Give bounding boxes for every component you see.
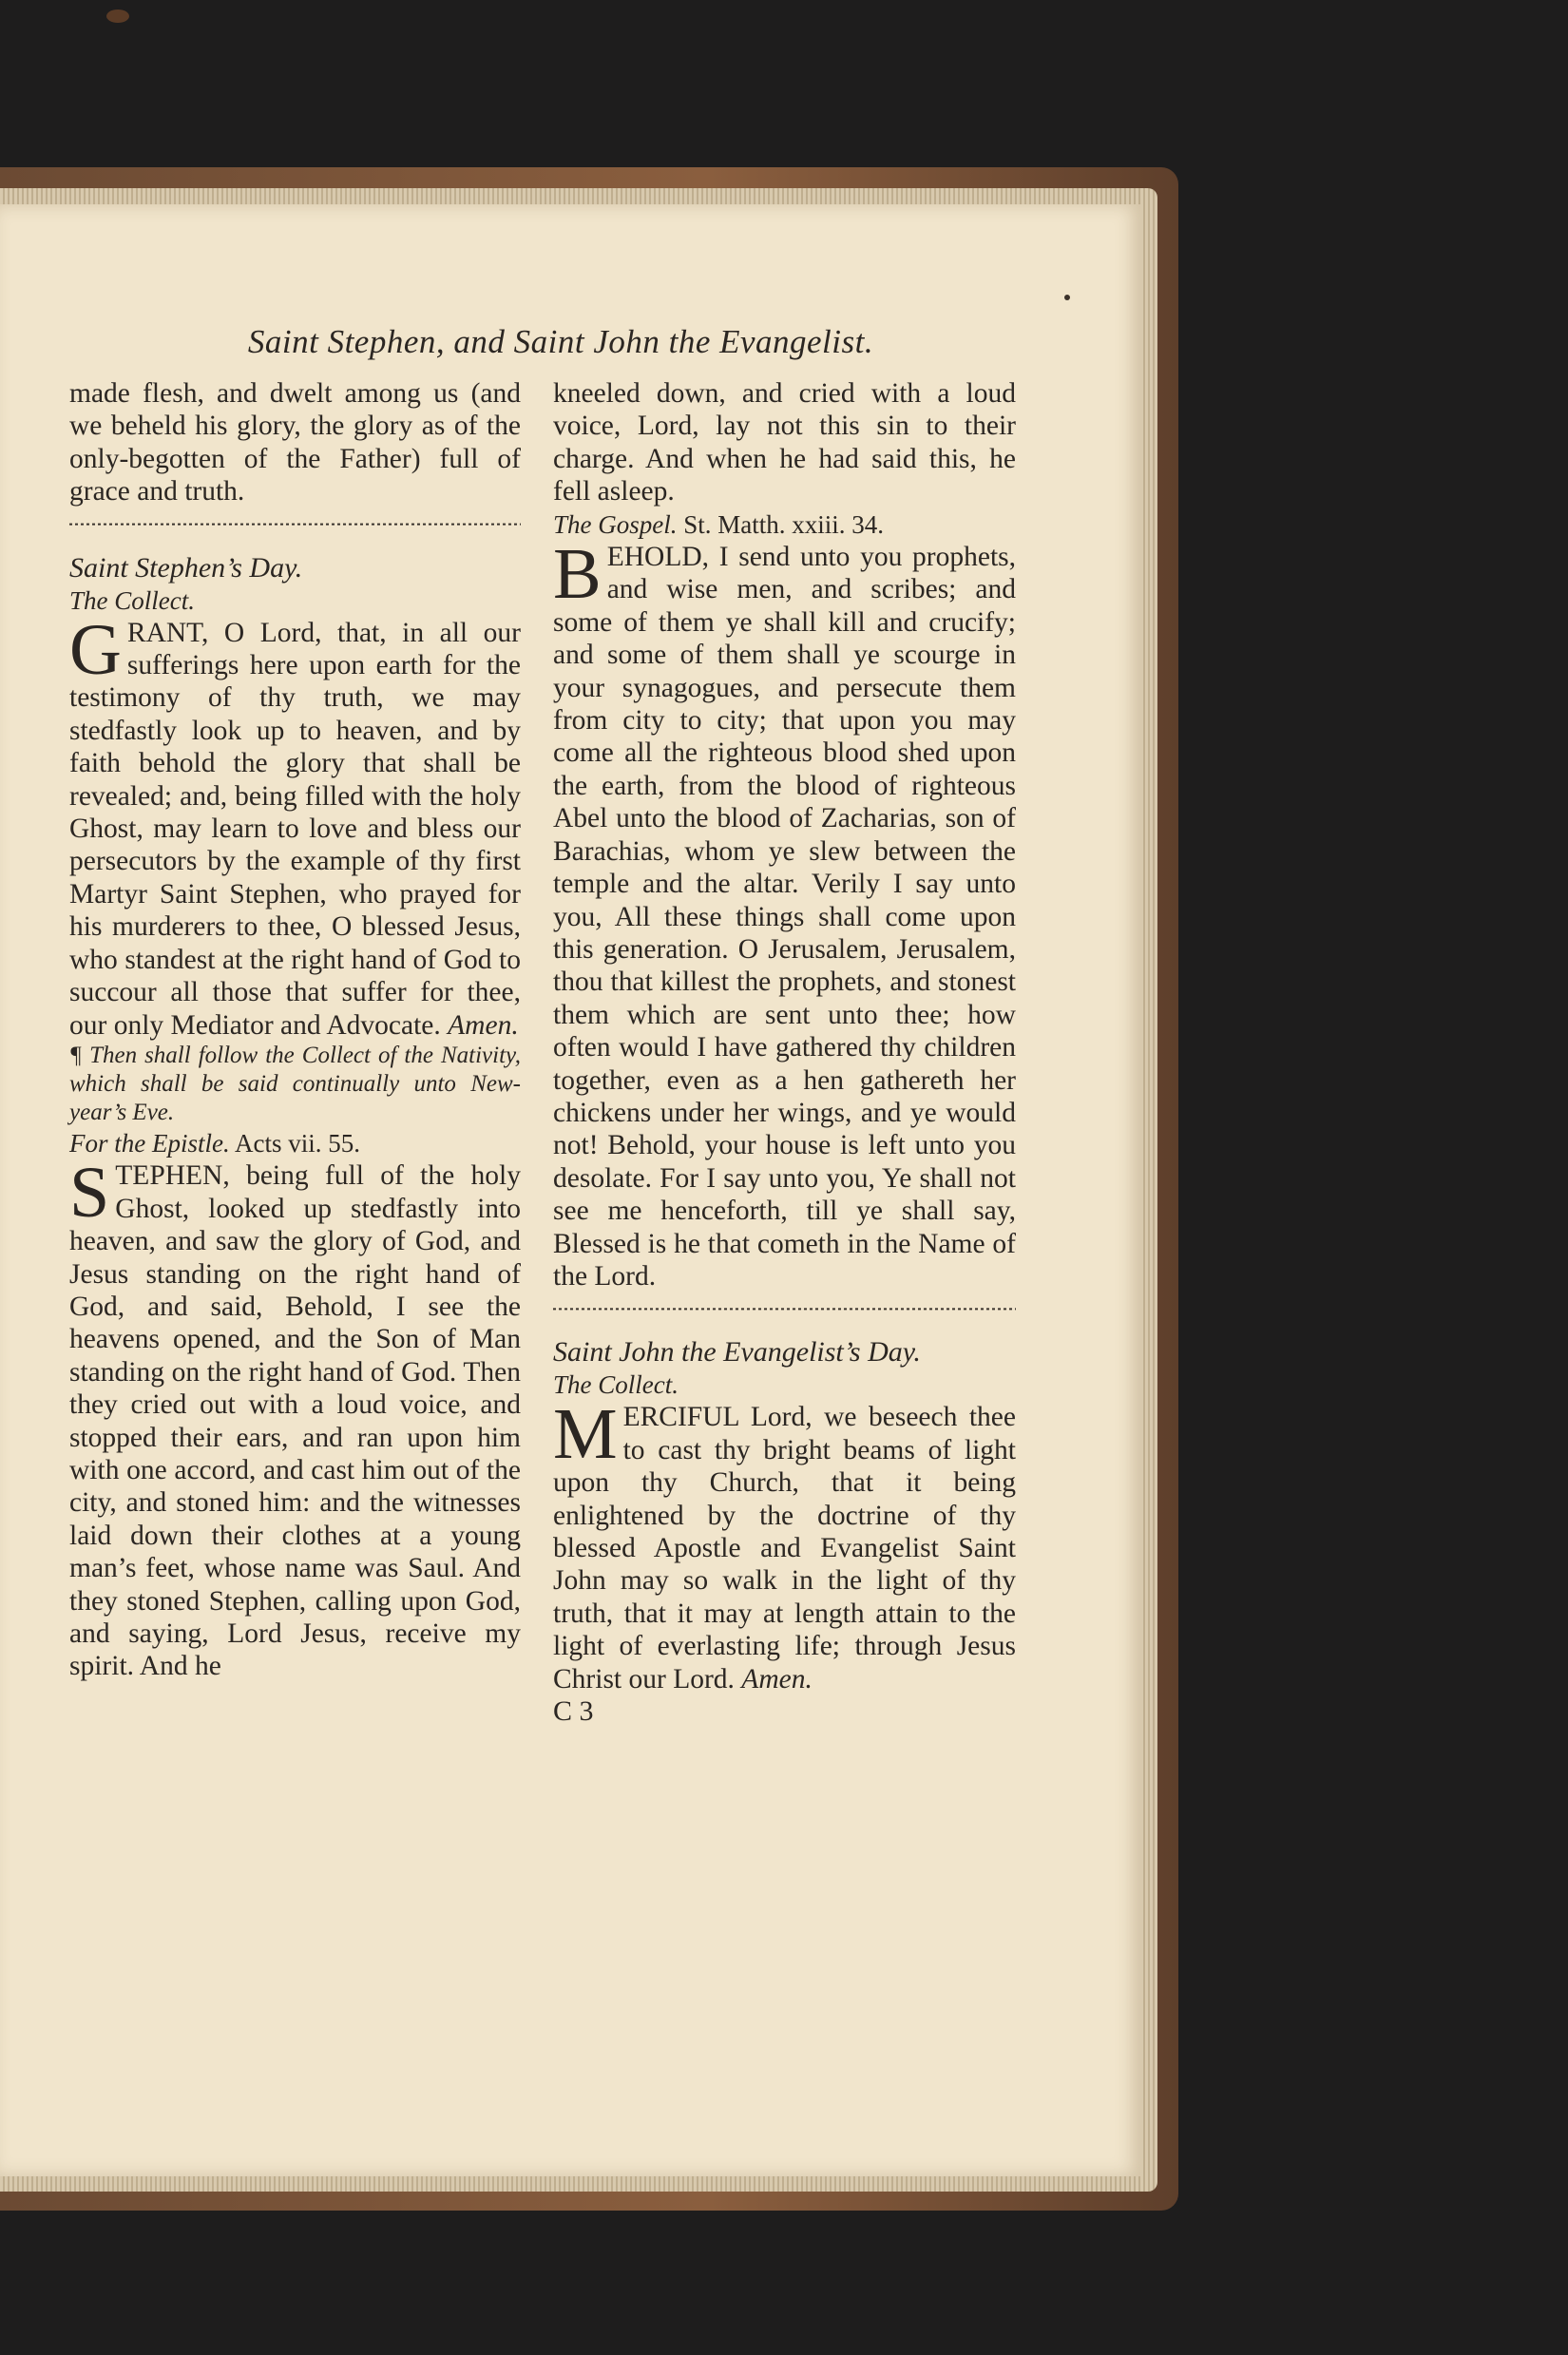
gospel-citation: St. Matth. xxiii. 34. bbox=[683, 509, 885, 539]
drop-cap: S bbox=[69, 1153, 110, 1234]
john-collect-text: ERCIFUL Lord, we beseech thee to cast thy bright beams of light upon thy Church, that it being enlightened by the doctrine of thy blessed Apostle and Evangelist Saint John may so walk in the light of thy truth, that it may at length attain to the light of everlasting life; through Jesus Christ our Lord. bbox=[553, 1402, 1016, 1694]
stephen-heading: Saint Stephen’s Day. bbox=[69, 551, 303, 584]
rubric: ¶ Then shall follow the Collect of the Nativity, which shall be said continually unto New-year’s Eve. bbox=[69, 1042, 521, 1125]
epistle-continued: kneeled down, and cried with a loud voice, Lord, lay not this sin to their charge. And when he had said this, he fell asleep. bbox=[553, 378, 1016, 507]
gospel-reference bbox=[553, 508, 1016, 541]
opening-paragraph: made flesh, and dwelt among us (and we beheld his glory, the glory as of the only-begotten of the Father) full of grace and truth. bbox=[69, 378, 521, 507]
left-column bbox=[69, 377, 521, 1683]
stephen-collect bbox=[69, 609, 521, 1042]
john-collect bbox=[553, 1394, 1016, 1695]
book-page bbox=[0, 204, 1140, 2176]
stephen-collect-text: RANT, O Lord, that, in all our sufferings here upon earth for the testimony of thy truth, we may stedfastly look up to heaven, and by faith behold the glory that shall be revealed; and, being filled with the holy Ghost, may learn to love and bless our persecutors by the example of thy first Martyr Saint Stephen, who prayed for his murderers to thee, O blessed Jesus, who standest at the right hand of God to succour all those that suffer for thee, our only Mediator and Advocate. bbox=[69, 617, 521, 1041]
section-rule bbox=[69, 520, 521, 529]
background-speck bbox=[106, 10, 129, 23]
john-collect-label: The Collect. bbox=[553, 1370, 679, 1400]
ink-dot bbox=[1064, 295, 1070, 300]
section-rule bbox=[553, 1304, 1016, 1313]
gospel-label: The Gospel. bbox=[553, 509, 678, 539]
amen: Amen. bbox=[741, 1663, 813, 1694]
gospel bbox=[553, 534, 1016, 1292]
john-heading: Saint John the Evangelist’s Day. bbox=[553, 1336, 921, 1369]
epistle-citation: Acts vii. 55. bbox=[235, 1128, 360, 1158]
epistle bbox=[69, 1153, 521, 1683]
drop-cap: G bbox=[69, 609, 122, 690]
running-head: Saint Stephen, and Saint John the Evangelist. bbox=[247, 323, 874, 360]
right-column bbox=[553, 377, 1016, 1728]
signature-mark: C 3 bbox=[553, 1695, 594, 1728]
gospel-text: EHOLD, I send unto you prophets, and wise men, and scribes; and some of them ye shall kill and crucify; and some of them shall ye scourge in your synagogues, and persecute them from city to city; that upon you may come all the righteous blood shed upon the earth, from the blood of righteous Abel unto the blood of Zacharias, son of Barachias, whom ye slew between the temple and the altar. Verily I say unto you, All these things shall come upon this generation. O Jerusalem, Jerusalem, thou that killest the prophets, and stonest them which are sent unto thee; how often would I have gathered thy children together, even as a hen gathereth her chickens under her wings, and ye would not! Behold, your house is left unto you desolate. For I say unto you, Ye shall not see me henceforth, till ye shall say, Blessed is he that cometh in the Name of the Lord. bbox=[553, 542, 1016, 1292]
epistle-label: For the Epistle. bbox=[69, 1128, 230, 1158]
amen: Amen. bbox=[448, 1009, 519, 1041]
drop-cap: M bbox=[553, 1394, 618, 1475]
epistle-reference bbox=[69, 1127, 521, 1159]
drop-cap: B bbox=[553, 534, 602, 615]
epistle-text: TEPHEN, being full of the holy Ghost, looked up stedfastly into heaven, and saw the glory of God, and Jesus standing on the right hand of God, and said, Behold, I see the heavens opened, and the Son of Man standing on the right hand of God. Then they cried out with a loud voice, and stopped their ears, and ran upon him with one accord, and cast him out of the city, and stoned him: and the witnesses laid down their clothes at a young man’s feet, whose name was Saul. And they stoned Stephen, calling upon God, and saying, Lord Jesus, receive my spirit. And he bbox=[69, 1160, 521, 1682]
stephen-collect-label: The Collect. bbox=[69, 585, 195, 615]
